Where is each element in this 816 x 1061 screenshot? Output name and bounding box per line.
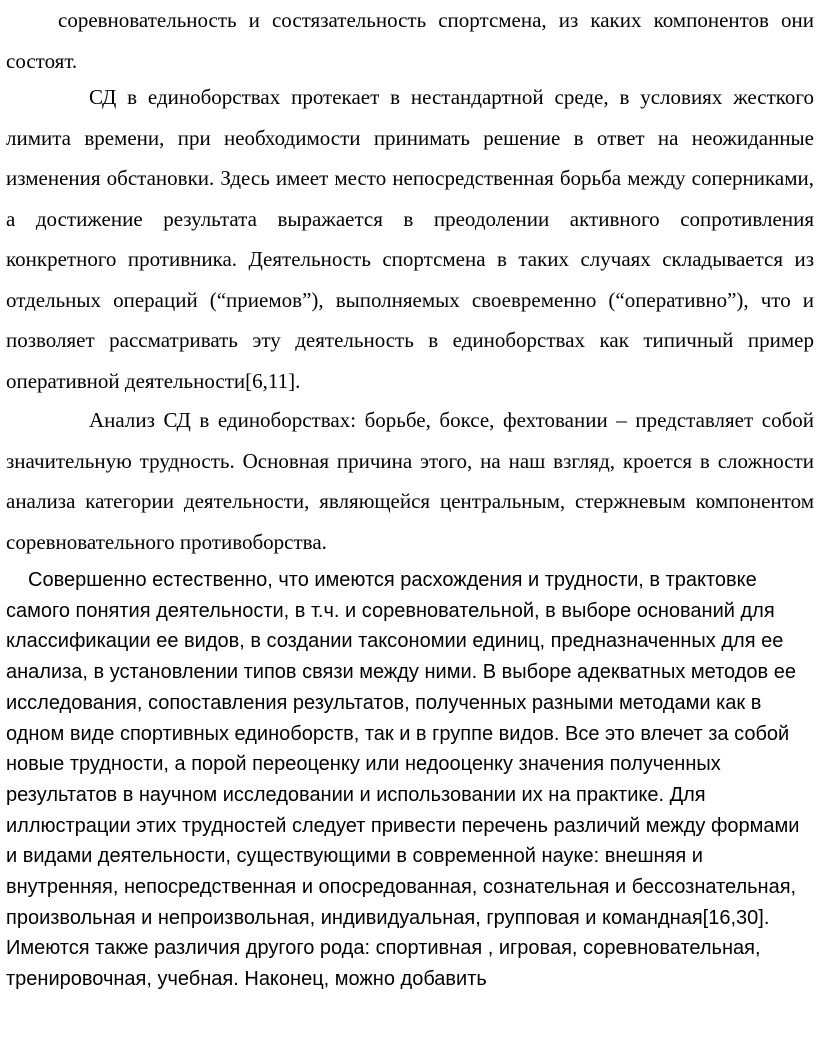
paragraph-continuation: соревновательность и состязательность спортсмена, из каких компонентов они состоят.	[6, 8, 814, 73]
paragraph-activity-differences: Совершенно естественно, что имеются расхождения и трудности, в трактовке самого понятия деятельности, в т.ч. и соревновательной, в выборе оснований для классификации ее видов, в создании таксономии единиц, предназначенных для ее анализа, в установлении типов связи между ними. В выборе адекватных методов ее исследования, сопоставления результатов, полученных разными методами как в одном виде спортивных единоборств, так и в группе видов. Все это влечет за собой новые трудности, а порой переоценку или недооценку значения полученных результатов в научном исследовании и использовании их на практике. Для иллюстрации этих трудностей следует привести перечень различий между формами и видами деятельности, существующими в современной науке: внешняя и внутренняя, непосредственная и опосредованная, сознательная и бессознательная, произвольная и непроизвольная, индивидуальная, групповая и командная[16,30]. Имеются также различия другого рода: спортивная , игровая, соревновательная, тренировочная, учебная. Наконец, можно добавить	[6, 569, 800, 991]
paragraph-sd-combat: СД в единоборствах протекает в нестандартной среде, в условиях жесткого лимита времени, при необходимости принимать решение в ответ на неожиданные изменения обстановки. Здесь имеет место непосредственная борьба между соперниками, а достижение результата выражается в преодолении активного сопротивления конкретного противника. Деятельность спортсмена в таких случаях складывается из отдельных операций (“приемов”), выполняемых своевременно (“оперативно”), что и позволяет рассматривать эту деятельность в единоборствах как типичный пример оперативной деятельности[6,11].	[6, 85, 814, 393]
paragraph-sd-analysis: Анализ СД в единоборствах: борьбе, боксе, фехтовании – представляет собой значительную трудность. Основная причина этого, на наш взгляд, кроется в сложности анализа категории деятельности, являющейся центральным, стержневым компонентом соревновательного противоборства.	[6, 408, 814, 554]
